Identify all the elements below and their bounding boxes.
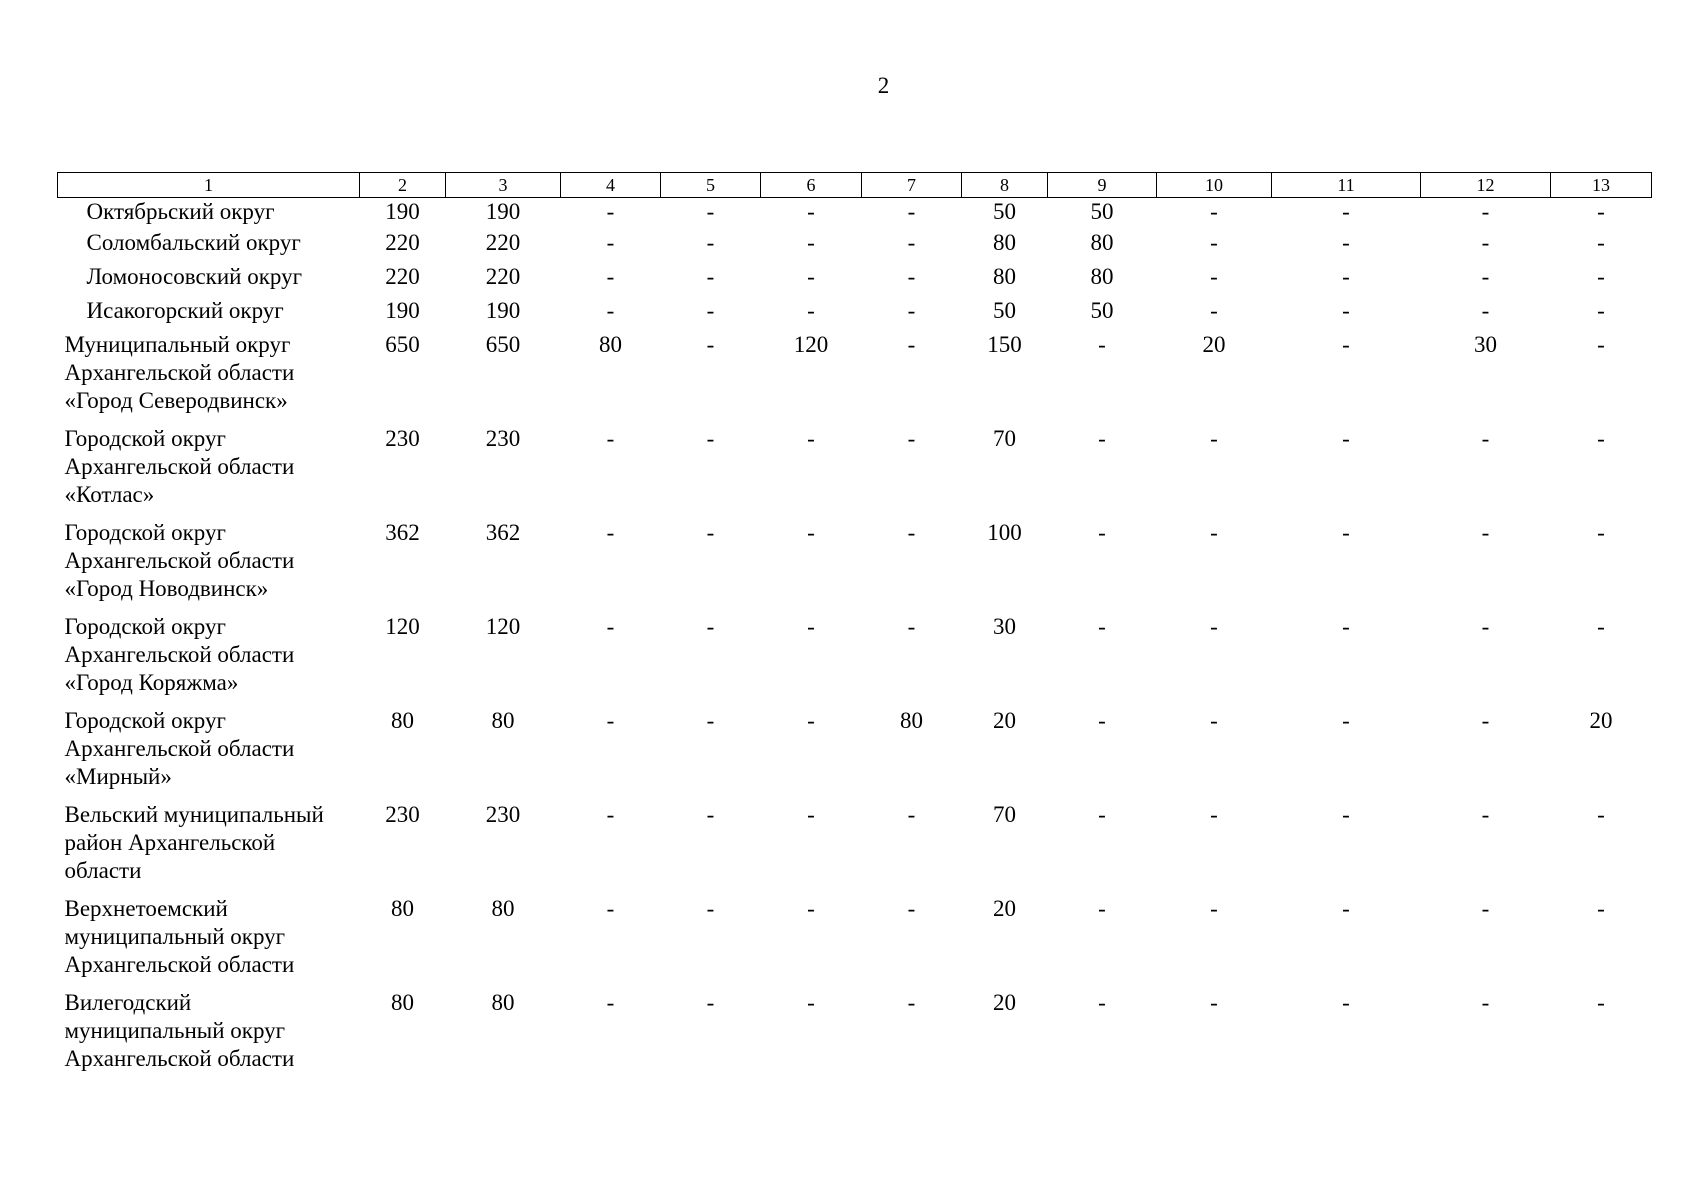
value-cell-col-13: - bbox=[1597, 426, 1605, 451]
value-cell-col-7: - bbox=[907, 990, 916, 1015]
value-cell-col-8: 100 bbox=[987, 520, 1022, 545]
value-cell-col-10: - bbox=[1210, 264, 1218, 289]
value-cell-col-4: - bbox=[606, 708, 615, 733]
table-row bbox=[58, 229, 1652, 263]
value-cell-col-11: - bbox=[1342, 520, 1350, 545]
value-cell-col-2: 80 bbox=[391, 896, 414, 921]
value-cell-col-8: 80 bbox=[993, 230, 1016, 255]
data-table bbox=[57, 172, 1652, 1083]
value-cell-col-4: - bbox=[606, 230, 615, 255]
value-cell-col-8: 20 bbox=[993, 708, 1016, 733]
value-cell-col-7: - bbox=[907, 298, 916, 323]
value-cell-col-6: - bbox=[807, 298, 815, 323]
value-cell-col-7: 80 bbox=[900, 708, 923, 733]
value-cell-col-9: 80 bbox=[1090, 230, 1114, 255]
value-cell-col-4: - bbox=[606, 298, 615, 323]
value-cell-col-8: 50 bbox=[993, 199, 1016, 224]
value-cell-col-4: - bbox=[606, 426, 615, 451]
value-cell-col-2: 80 bbox=[391, 990, 414, 1015]
value-cell-col-13: - bbox=[1597, 264, 1605, 289]
value-cell-col-7: - bbox=[907, 896, 916, 921]
value-cell-col-3: 80 bbox=[491, 990, 515, 1015]
value-cell-col-5: - bbox=[706, 614, 715, 639]
value-cell-col-11: - bbox=[1342, 990, 1350, 1015]
region-name: Вилегодский муниципальный округ Архангельской области bbox=[64, 990, 295, 1071]
value-cell-col-9: - bbox=[1098, 990, 1106, 1015]
value-cell-col-2: 120 bbox=[385, 614, 420, 639]
value-cell-col-3: 80 bbox=[491, 896, 515, 921]
value-cell-col-12: - bbox=[1481, 298, 1490, 323]
value-cell-col-11: - bbox=[1342, 298, 1350, 323]
region-name: Верхнетоемский муниципальный округ Архангельской области bbox=[64, 896, 295, 977]
table-row bbox=[58, 425, 1652, 519]
value-cell-col-5: - bbox=[706, 298, 715, 323]
column-header-5: 5 bbox=[661, 173, 761, 198]
value-cell-col-10: - bbox=[1210, 614, 1218, 639]
value-cell-col-13: - bbox=[1597, 298, 1605, 323]
value-cell-col-12: - bbox=[1481, 802, 1490, 827]
value-cell-col-3: 220 bbox=[485, 230, 521, 255]
value-cell-col-13: - bbox=[1597, 520, 1605, 545]
value-cell-col-8: 70 bbox=[993, 426, 1016, 451]
value-cell-col-5: - bbox=[706, 520, 715, 545]
value-cell-col-11: - bbox=[1342, 332, 1350, 357]
column-header-6: 6 bbox=[761, 173, 862, 198]
value-cell-col-7: - bbox=[907, 426, 916, 451]
value-cell-col-7: - bbox=[907, 802, 916, 827]
value-cell-col-9: 80 bbox=[1090, 264, 1114, 289]
value-cell-col-13: - bbox=[1597, 230, 1605, 255]
value-cell-col-11: - bbox=[1342, 264, 1350, 289]
value-cell-col-10: - bbox=[1210, 520, 1218, 545]
region-name: Октябрьский округ bbox=[86, 199, 275, 224]
value-cell-col-9: - bbox=[1098, 896, 1106, 921]
value-cell-col-6: - bbox=[807, 614, 815, 639]
table-row bbox=[58, 895, 1652, 989]
value-cell-col-3: 80 bbox=[491, 708, 515, 733]
value-cell-col-4: 80 bbox=[599, 332, 622, 357]
value-cell-col-8: 30 bbox=[993, 614, 1016, 639]
value-cell-col-8: 20 bbox=[993, 896, 1016, 921]
value-cell-col-13: - bbox=[1597, 990, 1605, 1015]
table-row bbox=[58, 263, 1652, 297]
value-cell-col-11: - bbox=[1342, 199, 1350, 224]
value-cell-col-2: 650 bbox=[385, 332, 420, 357]
header-row bbox=[58, 173, 1652, 198]
column-header-8: 8 bbox=[962, 173, 1048, 198]
value-cell-col-13: - bbox=[1597, 332, 1605, 357]
value-cell-col-11: - bbox=[1342, 614, 1350, 639]
value-cell-col-2: 220 bbox=[385, 264, 420, 289]
value-cell-col-12: - bbox=[1481, 199, 1490, 224]
value-cell-col-5: - bbox=[706, 802, 715, 827]
value-cell-col-10: - bbox=[1210, 896, 1218, 921]
value-cell-col-5: - bbox=[706, 990, 715, 1015]
value-cell-col-12: - bbox=[1481, 614, 1490, 639]
region-name: Городской округ Архангельской области «Котлас» bbox=[64, 426, 295, 507]
value-cell-col-3: 120 bbox=[485, 614, 521, 639]
table-row bbox=[58, 198, 1652, 230]
value-cell-col-11: - bbox=[1342, 708, 1350, 733]
value-cell-col-12: - bbox=[1481, 426, 1490, 451]
column-header-7: 7 bbox=[862, 173, 962, 198]
column-header-10: 10 bbox=[1157, 173, 1272, 198]
value-cell-col-9: - bbox=[1098, 614, 1106, 639]
value-cell-col-10: - bbox=[1210, 426, 1218, 451]
value-cell-col-12: - bbox=[1481, 990, 1490, 1015]
column-header-4: 4 bbox=[561, 173, 661, 198]
value-cell-col-12: 30 bbox=[1474, 332, 1497, 357]
value-cell-col-7: - bbox=[907, 264, 916, 289]
value-cell-col-8: 150 bbox=[987, 332, 1022, 357]
value-cell-col-6: - bbox=[807, 520, 815, 545]
value-cell-col-10: 20 bbox=[1202, 332, 1226, 357]
table-row bbox=[58, 989, 1652, 1083]
value-cell-col-4: - bbox=[606, 896, 615, 921]
table-row bbox=[58, 331, 1652, 425]
column-header-9: 9 bbox=[1048, 173, 1157, 198]
region-name: Вельский муниципальный район Архангельской области bbox=[64, 802, 324, 883]
value-cell-col-9: - bbox=[1098, 802, 1106, 827]
value-cell-col-7: - bbox=[907, 230, 916, 255]
value-cell-col-4: - bbox=[606, 990, 615, 1015]
value-cell-col-12: - bbox=[1481, 520, 1490, 545]
column-header-13: 13 bbox=[1551, 173, 1652, 198]
value-cell-col-12: - bbox=[1481, 708, 1490, 733]
page-number: 2 bbox=[877, 73, 890, 98]
value-cell-col-10: - bbox=[1210, 990, 1218, 1015]
value-cell-col-11: - bbox=[1342, 230, 1350, 255]
table-row bbox=[58, 297, 1652, 331]
value-cell-col-11: - bbox=[1342, 802, 1350, 827]
table-row bbox=[58, 613, 1652, 707]
value-cell-col-13: 20 bbox=[1589, 708, 1613, 733]
value-cell-col-5: - bbox=[706, 426, 715, 451]
value-cell-col-13: - bbox=[1597, 199, 1605, 224]
column-header-1: 1 bbox=[58, 173, 360, 198]
value-cell-col-6: - bbox=[807, 426, 815, 451]
value-cell-col-6: - bbox=[807, 990, 815, 1015]
value-cell-col-3: 230 bbox=[485, 426, 521, 451]
region-name: Исакогорский округ bbox=[86, 298, 284, 323]
value-cell-col-3: 220 bbox=[485, 264, 521, 289]
column-header-11: 11 bbox=[1272, 173, 1421, 198]
region-name: Ломоносовский округ bbox=[86, 264, 303, 289]
table-body bbox=[58, 198, 1652, 1084]
value-cell-col-9: - bbox=[1098, 426, 1106, 451]
value-cell-col-11: - bbox=[1342, 896, 1350, 921]
value-cell-col-10: - bbox=[1210, 802, 1218, 827]
value-cell-col-6: - bbox=[807, 230, 815, 255]
value-cell-col-10: - bbox=[1210, 230, 1218, 255]
value-cell-col-13: - bbox=[1597, 802, 1605, 827]
value-cell-col-2: 362 bbox=[385, 520, 420, 545]
value-cell-col-6: - bbox=[807, 199, 815, 224]
value-cell-col-5: - bbox=[706, 199, 715, 224]
region-name: Городской округ Архангельской области «Город Новодвинск» bbox=[64, 520, 295, 601]
value-cell-col-6: - bbox=[807, 802, 815, 827]
value-cell-col-10: - bbox=[1210, 708, 1218, 733]
value-cell-col-10: - bbox=[1210, 298, 1218, 323]
value-cell-col-7: - bbox=[907, 199, 916, 224]
value-cell-col-8: 50 bbox=[993, 298, 1016, 323]
value-cell-col-9: - bbox=[1098, 520, 1106, 545]
value-cell-col-5: - bbox=[706, 264, 715, 289]
value-cell-col-9: - bbox=[1098, 332, 1106, 357]
value-cell-col-3: 230 bbox=[485, 802, 521, 827]
value-cell-col-5: - bbox=[706, 896, 715, 921]
value-cell-col-7: - bbox=[907, 520, 916, 545]
value-cell-col-3: 362 bbox=[485, 520, 521, 545]
table-row bbox=[58, 801, 1652, 895]
value-cell-col-11: - bbox=[1342, 426, 1350, 451]
column-header-12: 12 bbox=[1421, 173, 1551, 198]
value-cell-col-7: - bbox=[907, 332, 916, 357]
value-cell-col-4: - bbox=[606, 264, 615, 289]
value-cell-col-3: 190 bbox=[485, 199, 521, 224]
value-cell-col-2: 220 bbox=[385, 230, 420, 255]
value-cell-col-8: 20 bbox=[993, 990, 1016, 1015]
value-cell-col-9: - bbox=[1098, 708, 1106, 733]
value-cell-col-12: - bbox=[1481, 230, 1490, 255]
value-cell-col-12: - bbox=[1481, 896, 1490, 921]
region-name: Городской округ Архангельской области «Мирный» bbox=[64, 708, 295, 789]
value-cell-col-3: 650 bbox=[485, 332, 521, 357]
value-cell-col-13: - bbox=[1597, 896, 1605, 921]
value-cell-col-3: 190 bbox=[485, 298, 521, 323]
column-header-2: 2 bbox=[360, 173, 446, 198]
value-cell-col-7: - bbox=[907, 614, 916, 639]
region-name: Городской округ Архангельской области «Город Коряжма» bbox=[64, 614, 295, 695]
value-cell-col-9: 50 bbox=[1090, 199, 1114, 224]
value-cell-col-6: 120 bbox=[793, 332, 829, 357]
region-name: Муниципальный округ Архангельской области «Город Северодвинск» bbox=[64, 332, 295, 413]
value-cell-col-4: - bbox=[606, 199, 615, 224]
column-header-3: 3 bbox=[446, 173, 561, 198]
value-cell-col-2: 230 bbox=[385, 802, 420, 827]
value-cell-col-6: - bbox=[807, 896, 815, 921]
table-row bbox=[58, 519, 1652, 613]
value-cell-col-8: 80 bbox=[993, 264, 1016, 289]
value-cell-col-13: - bbox=[1597, 614, 1605, 639]
value-cell-col-12: - bbox=[1481, 264, 1490, 289]
value-cell-col-9: 50 bbox=[1090, 298, 1114, 323]
value-cell-col-6: - bbox=[807, 708, 815, 733]
value-cell-col-4: - bbox=[606, 520, 615, 545]
value-cell-col-8: 70 bbox=[993, 802, 1016, 827]
value-cell-col-5: - bbox=[706, 230, 715, 255]
value-cell-col-2: 230 bbox=[385, 426, 420, 451]
value-cell-col-5: - bbox=[706, 332, 715, 357]
value-cell-col-6: - bbox=[807, 264, 815, 289]
value-cell-col-5: - bbox=[706, 708, 715, 733]
value-cell-col-4: - bbox=[606, 614, 615, 639]
table-row bbox=[58, 707, 1652, 801]
value-cell-col-2: 80 bbox=[391, 708, 414, 733]
value-cell-col-10: - bbox=[1210, 199, 1218, 224]
region-name: Соломбальский округ bbox=[86, 230, 301, 255]
value-cell-col-4: - bbox=[606, 802, 615, 827]
value-cell-col-2: 190 bbox=[385, 298, 420, 323]
value-cell-col-2: 190 bbox=[385, 199, 420, 224]
